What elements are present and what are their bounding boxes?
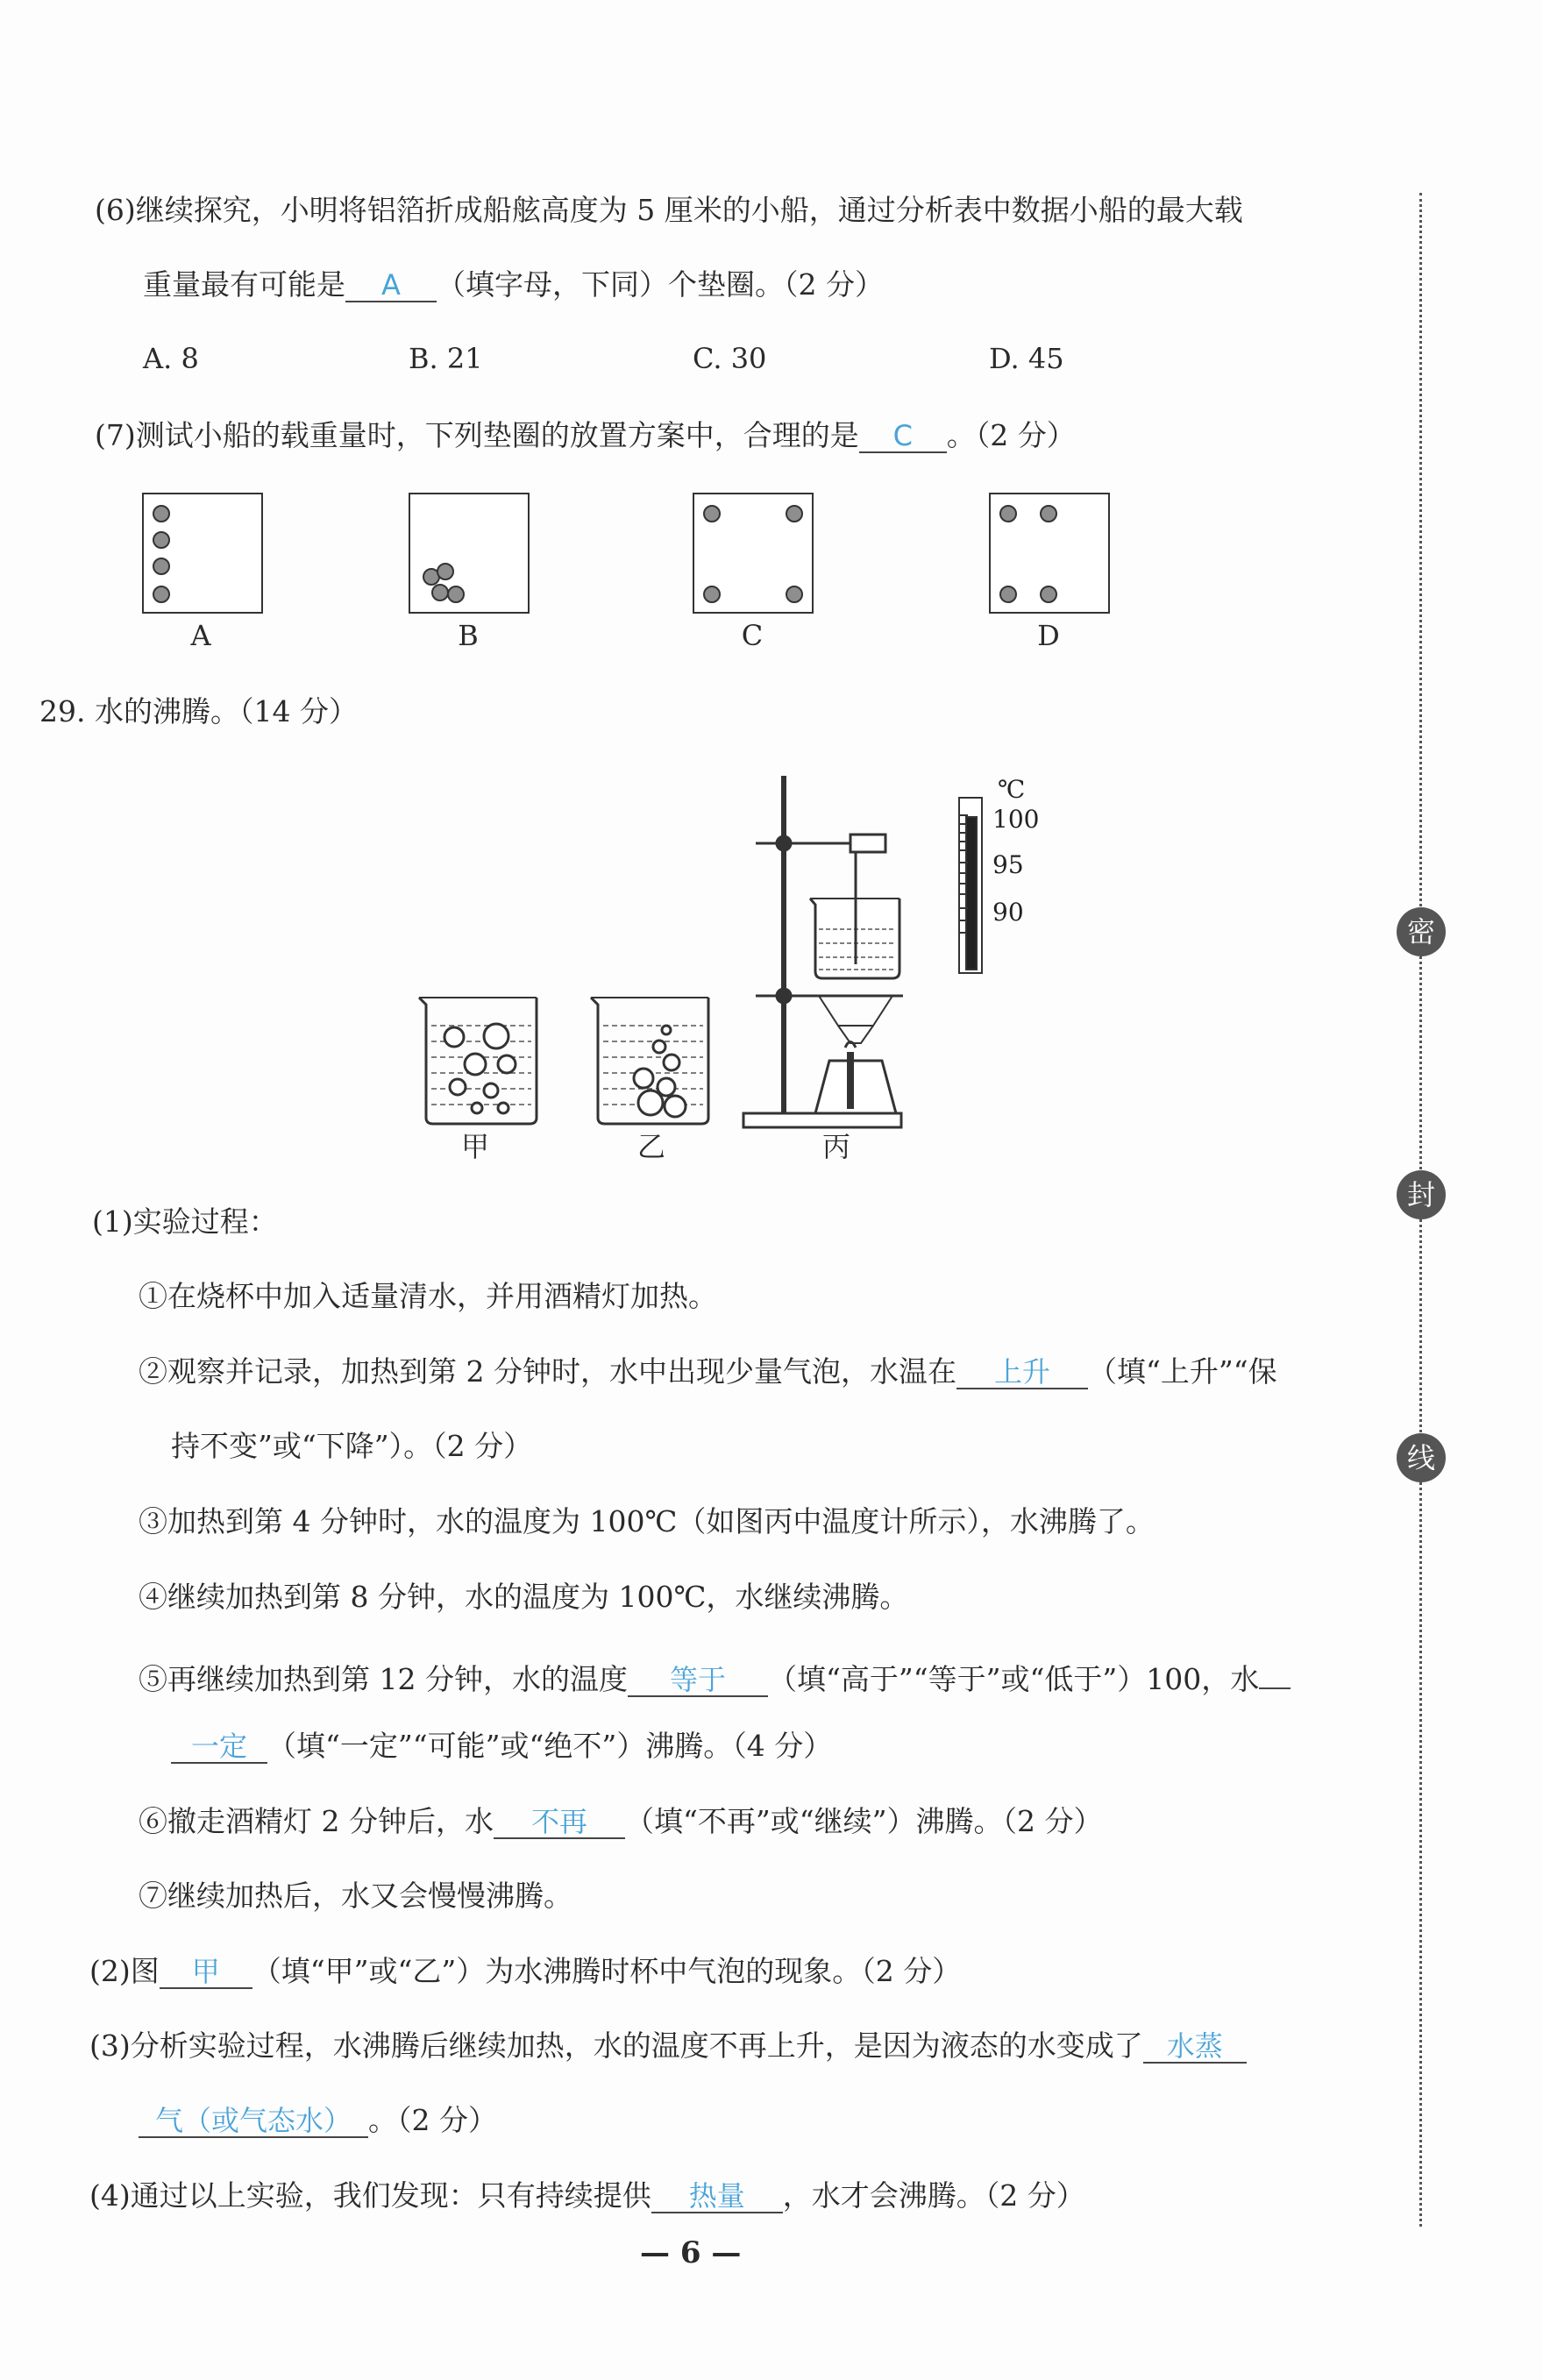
q28-7-line — [95, 416, 1076, 455]
placement-box-d — [989, 493, 1110, 614]
step-6-suffix: （填“不再”或“继续”）沸腾。（2 分） — [624, 1804, 1103, 1838]
washer-dot — [431, 584, 449, 601]
answer-text: 上升 — [993, 1355, 1050, 1389]
q28-7-prompt: (7)测试小船的载重量时，下列垫圈的放置方案中，合理的是 — [95, 418, 859, 452]
option-d: D. 45 — [989, 342, 1064, 375]
answer-blank[interactable] — [859, 416, 947, 453]
washer-dot — [703, 505, 721, 522]
seal-char-mi: 密 — [1397, 907, 1446, 956]
step-5-prompt: ⑤再继续加热到第 12 分钟，水的温度 — [139, 1662, 628, 1696]
beaker-jia — [419, 998, 537, 1124]
q29-step-5 — [139, 1652, 1291, 1699]
q29-3-cont — [139, 2101, 497, 2140]
answer-text: 水蒸 — [1166, 2029, 1223, 2063]
washer-dot — [786, 505, 803, 522]
q29-4-suffix: ，水才会沸腾。（2 分） — [782, 2178, 1085, 2213]
q29-4-prompt: (4)通过以上实验，我们发现：只有持续提供 — [89, 2178, 651, 2213]
step-6-prompt: ⑥撤走酒精灯 2 分钟后，水 — [139, 1804, 494, 1838]
placement-label-d: D — [1037, 619, 1060, 652]
answer-text: 不再 — [530, 1805, 587, 1838]
q28-7-suffix: 。（2 分） — [946, 418, 1076, 452]
placement-box-a — [142, 493, 263, 614]
q28-6-line1: (6)继续探究，小明将铝箔折成船舷高度为 5 厘米的小船，通过分析表中数据小船的最大载 — [95, 193, 1243, 227]
q29-3-prompt: (3)分析实验过程，水沸腾后继续加热，水的温度不再上升，是因为液态的水变成了 — [89, 2028, 1143, 2063]
beaker-yi — [591, 998, 708, 1124]
step-5-suffix: （填“一定”“可能”或“绝不”）沸腾。（4 分） — [267, 1729, 833, 1763]
q29-step-2 — [139, 1353, 1277, 1391]
washer-dot — [999, 505, 1017, 522]
q29-title: 29. 水的沸腾。（14 分） — [39, 694, 358, 728]
placement-box-b — [409, 493, 530, 614]
answer-text: 等于 — [669, 1663, 726, 1696]
placement-label-c: C — [741, 619, 764, 652]
answer-blank[interactable] — [628, 1660, 768, 1697]
thermometer — [959, 798, 982, 973]
thermometer-tick-90: 90 — [992, 898, 1024, 927]
q29-3-suffix: 。（2 分） — [368, 2103, 497, 2137]
q29-step-3: ③加热到第 4 分钟时，水的温度为 100℃（如图丙中温度计所示），水沸腾了。 — [139, 1504, 1155, 1538]
washer-dot — [447, 586, 465, 603]
answer-blank[interactable] — [139, 2101, 368, 2138]
option-c: C. 30 — [693, 342, 767, 375]
q28-6-prompt: 重量最有可能是 — [143, 267, 345, 302]
washer-dot — [1040, 505, 1057, 522]
answer-text: 热量 — [688, 2179, 745, 2213]
washer-dot — [153, 558, 170, 575]
q28-6-suffix: （填字母，下同）个垫圈。（2 分） — [437, 267, 884, 302]
q29-1-title: (1)实验过程： — [92, 1204, 278, 1239]
washer-dot — [153, 586, 170, 603]
stand-bing — [743, 776, 903, 1127]
q29-3 — [89, 2027, 1247, 2065]
q29-step-1: ①在烧杯中加入适量清水，并用酒精灯加热。 — [139, 1279, 717, 1313]
answer-blank[interactable] — [160, 1952, 252, 1989]
q29-step-7: ⑦继续加热后，水又会慢慢沸腾。 — [139, 1879, 572, 1913]
option-b: B. 21 — [409, 342, 483, 375]
q29-step-5-cont — [171, 1727, 832, 1765]
washer-dot — [1040, 586, 1057, 603]
answer-blank[interactable] — [1143, 2027, 1247, 2064]
page-number: — 6 — — [640, 2235, 742, 2270]
answer-blank[interactable] — [171, 1727, 267, 1764]
washer-dot — [786, 586, 803, 603]
q29-step-4: ④继续加热到第 8 分钟，水的温度为 100℃，水继续沸腾。 — [139, 1580, 909, 1614]
answer-blank-start[interactable] — [1259, 1652, 1291, 1689]
answer-blank[interactable] — [956, 1353, 1088, 1389]
washer-dot — [999, 586, 1017, 603]
answer-text: 甲 — [191, 1955, 220, 1988]
figure-label-bing: 丙 — [822, 1130, 851, 1163]
step-2-prompt: ②观察并记录，加热到第 2 分钟时，水中出现少量气泡，水温在 — [139, 1354, 956, 1389]
washer-dot — [437, 563, 454, 580]
step-5-mid: （填“高于”“等于”或“低于”）100，水 — [767, 1662, 1260, 1696]
q29-2-prompt: (2)图 — [89, 1954, 160, 1988]
figure-label-jia: 甲 — [461, 1130, 490, 1163]
answer-blank[interactable] — [651, 2177, 783, 2213]
q29-step-2-cont: 持不变”或“下降”）。（2 分） — [171, 1429, 533, 1463]
seal-char-feng: 封 — [1397, 1170, 1446, 1219]
answer-blank[interactable] — [494, 1802, 625, 1839]
boiling-experiment-figure — [412, 763, 1078, 1148]
answer-text: 气（或气态水） — [154, 2104, 352, 2137]
placement-box-c — [693, 493, 814, 614]
q28-6-line2 — [143, 266, 884, 304]
q29-step-6 — [139, 1802, 1102, 1841]
placement-label-b: B — [458, 619, 479, 652]
thermometer-tick-100: 100 — [992, 805, 1040, 834]
washer-dot — [153, 531, 170, 549]
washer-dot — [703, 586, 721, 603]
thermometer-unit: ℃ — [998, 775, 1026, 804]
answer-text: A — [381, 268, 401, 302]
answer-text: C — [892, 419, 913, 452]
option-a: A. 8 — [143, 342, 199, 375]
q29-2-suffix: （填“甲”或“乙”）为水沸腾时杯中气泡的现象。（2 分） — [252, 1954, 962, 1988]
step-2-suffix: （填“上升”“保 — [1087, 1354, 1277, 1389]
seal-char-xian: 线 — [1397, 1433, 1446, 1482]
thermometer-tick-95: 95 — [992, 850, 1024, 879]
washer-dot — [153, 505, 170, 522]
answer-blank[interactable] — [345, 266, 437, 302]
figure-label-yi: 乙 — [637, 1130, 666, 1163]
q29-4 — [89, 2177, 1085, 2215]
placement-label-a: A — [190, 619, 211, 652]
q29-2 — [89, 1952, 961, 1991]
answer-text: 一定 — [190, 1730, 247, 1763]
